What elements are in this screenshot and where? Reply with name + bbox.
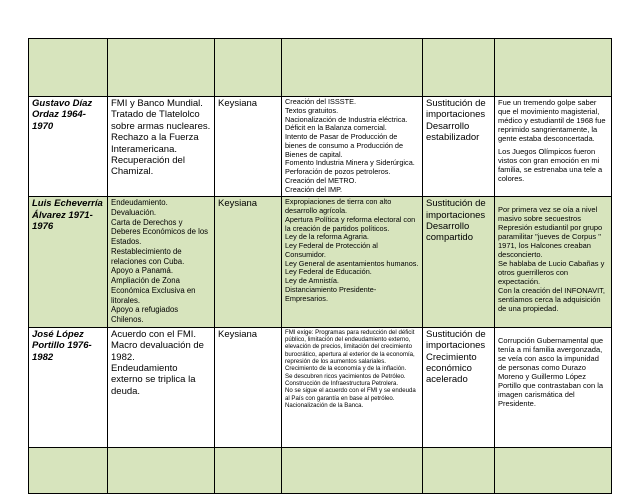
cell-empty bbox=[215, 447, 282, 493]
cell-empty bbox=[282, 447, 423, 493]
hecho-item: Rechazo a la Fuerza Interamericana. bbox=[111, 132, 199, 155]
hecho-item: Recuperación del Chamizal. bbox=[111, 154, 185, 178]
modelo-cell bbox=[215, 197, 282, 328]
table-row bbox=[29, 327, 612, 447]
impacto-item: Por primera vez se oía a nivel masivo sobre secuestros Represión estudiantil por grupo paramilitar "jueves de Corpus " 1971, los Halcones creaban desconcierto. bbox=[498, 205, 603, 260]
table-row bbox=[29, 197, 612, 328]
accion-item: Distanciamiento Presidente-Empresarios. bbox=[285, 284, 377, 303]
estrategia-cell bbox=[423, 197, 495, 328]
accion-item: Textos gratuitos. bbox=[285, 105, 339, 115]
modelo-value: Keysiana bbox=[218, 98, 258, 109]
cell-empty bbox=[108, 447, 215, 493]
cell-empty bbox=[29, 39, 108, 97]
impacto-item: Se hablaba de Lucio Cabañas y otros guerrilleros con expectación. bbox=[498, 259, 605, 287]
accion-item: Ley de la reforma Agraria. bbox=[285, 232, 369, 242]
accion-item: Creación del METRO. bbox=[285, 175, 357, 185]
cell-empty bbox=[108, 39, 215, 97]
hecho-item: Restablecimiento de relaciones con Cuba. bbox=[111, 246, 185, 266]
modelo-cell bbox=[215, 97, 282, 197]
hechos-cell bbox=[108, 327, 215, 447]
acciones-cell bbox=[282, 97, 423, 197]
modelo-cell bbox=[215, 327, 282, 447]
history-table bbox=[28, 38, 612, 494]
accion-item: Nacionalización de Industria eléctrica. bbox=[285, 114, 408, 124]
estrategia-cell bbox=[423, 97, 495, 197]
accion-item: Fomento Industria Minera y Siderúrgica. bbox=[285, 158, 415, 168]
modelo-value: Keysiana bbox=[218, 198, 258, 210]
hecho-item: Carta de Derechos y Deberes Económicos de los Estados. bbox=[111, 217, 209, 247]
table-row-header bbox=[29, 39, 612, 97]
president-cell bbox=[29, 97, 108, 197]
president-cell bbox=[29, 197, 108, 328]
cell-empty bbox=[423, 39, 495, 97]
acciones-cell bbox=[282, 327, 423, 447]
accion-item: Ley General de asentamientos humanos. bbox=[285, 258, 419, 268]
accion-item: Creación del ISSSTE. bbox=[285, 97, 356, 106]
table-row bbox=[29, 97, 612, 197]
modelo-value: Keysiana bbox=[218, 328, 258, 340]
cell-empty bbox=[495, 447, 612, 493]
estrategia-cell bbox=[423, 327, 495, 447]
cell-empty bbox=[423, 447, 495, 493]
accion-item: Construcción de Infraestructura Petrolera. bbox=[285, 379, 399, 387]
hecho-item: Apoyo a Panamá. bbox=[111, 266, 173, 276]
hecho-item: Tratado de Tlatelolco sobre armas nucleares. bbox=[111, 109, 211, 132]
impacto-cell bbox=[495, 197, 612, 328]
president-cell bbox=[29, 327, 108, 447]
accion-item: Crecimiento de la economía y de la inflación. bbox=[285, 365, 407, 373]
hechos-cell bbox=[108, 197, 215, 328]
estrategia-item: Desarrollo compartido bbox=[426, 221, 473, 244]
hecho-item: Acuerdo con el FMI. bbox=[111, 328, 197, 340]
accion-item: Apertura Política y reforma electoral con la creación de partidos políticos. bbox=[285, 214, 416, 233]
accion-item: Ley Federal de Protección al Consumidor. bbox=[285, 241, 378, 259]
accion-item: No se sigue el acuerdo con el FMI y se endeuda al País con garantía en base al petróleo. bbox=[285, 387, 416, 402]
cell-empty bbox=[215, 39, 282, 97]
accion-item: Expropiaciones de tierra con alto desarrollo agrícola. bbox=[285, 197, 392, 215]
president-name: Luis Echeverría Álvarez 1971-1976 bbox=[32, 198, 103, 233]
impacto-item: Con la creación del INFONAVIT, sentíamos cerca la adquisición de una propiedad. bbox=[498, 286, 605, 314]
accion-item: Perforación de pozos petroleros. bbox=[285, 167, 391, 176]
hecho-item: Ampliación de Zona Económica Exclusiva en litorales. bbox=[111, 276, 196, 305]
table-row-empty bbox=[29, 447, 612, 493]
accion-item: Ley de Amnistía. bbox=[285, 276, 339, 285]
impacto-item: Fue un tremendo golpe saber que el movimiento magisterial, médico y estudiantil de 1968 fue reprimido sangrientamente, la gente estaba desconcertada. bbox=[498, 98, 606, 143]
hecho-item: Apoyo a refugiados Chilenos. bbox=[111, 305, 179, 325]
hecho-item: Endeudamiento externo se triplica la deuda. bbox=[111, 362, 196, 397]
cell-empty bbox=[495, 39, 612, 97]
president-name: José López Portillo 1976-1982 bbox=[32, 328, 92, 363]
accion-item: Ley Federal de Educación. bbox=[285, 267, 372, 277]
impacto-cell bbox=[495, 97, 612, 197]
cell-empty bbox=[29, 447, 108, 493]
estrategia-item: Sustitución de importaciones bbox=[426, 98, 486, 121]
estrategia-item: Sustitución de importaciones bbox=[426, 198, 486, 221]
hechos-cell bbox=[108, 97, 215, 197]
accion-item: Nacionalización de la Banca. bbox=[285, 401, 364, 409]
president-name: Gustavo Díaz Ordaz 1964-1970 bbox=[32, 98, 93, 132]
accion-item: Intento de Pasar de Producción de bienes de consumo a Producción de Bienes de capital. bbox=[285, 132, 404, 159]
hecho-item: FMI y Banco Mundial. bbox=[111, 98, 203, 109]
impacto-item: Corrupción Gubernamental que tenía a mi familia avergonzada, se veía con asco la impunidad de personas como Durazo Moreno y Guillermo López Portillo que contrastaban con la imagen carismática del Presidente. bbox=[498, 335, 604, 408]
cell-empty bbox=[282, 39, 423, 97]
hecho-item: Endeudamiento. bbox=[111, 198, 168, 208]
acciones-cell bbox=[282, 197, 423, 328]
accion-item: Se descubren ricos yacimientos de Petróleo. bbox=[285, 372, 406, 380]
estrategia-item: Sustitución de importaciones bbox=[426, 328, 486, 352]
estrategia-item: Crecimiento económico acelerado bbox=[426, 351, 477, 386]
impacto-cell bbox=[495, 327, 612, 447]
hecho-item: Macro devaluación de 1982. bbox=[111, 340, 204, 363]
impacto-item: Los Juegos Olímpicos fueron vistos con gran emoción en mi familia, se estrenaba una tele a colores. bbox=[498, 147, 603, 183]
hecho-item: Devaluación. bbox=[111, 207, 157, 217]
accion-item: FMI exige: Programas para reducción del déficit público, limitación del endeudamiento externo, elevación de precios, limitación del crecimiento burocrático, apertura al exterior de la economía, represión de los aumentos salariales. bbox=[285, 328, 415, 366]
accion-item: Déficit en la Balanza comercial. bbox=[285, 123, 387, 133]
accion-item: Creación del IMP. bbox=[285, 184, 343, 194]
estrategia-item: Desarrollo estabilizador bbox=[426, 120, 480, 144]
